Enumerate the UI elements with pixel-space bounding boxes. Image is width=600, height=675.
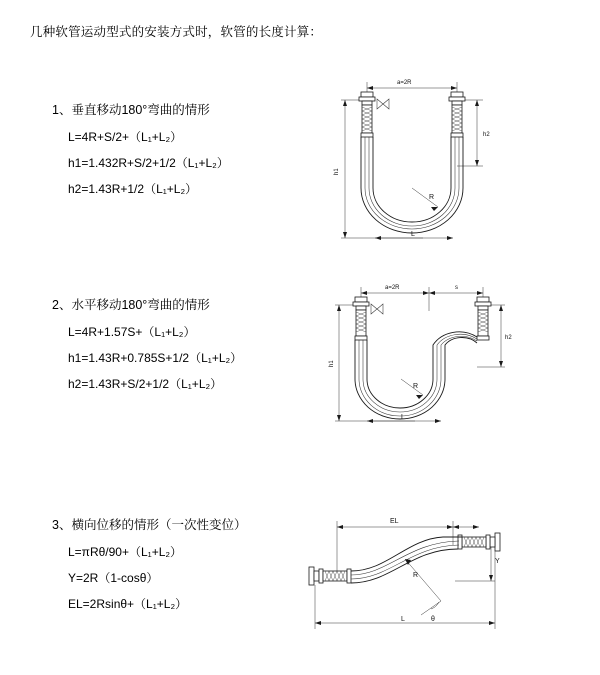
fig3-right-dim-label: Y: [495, 558, 500, 565]
section-2-title: 2、水平移动180°弯曲的情形: [52, 298, 210, 312]
section-2-formula-3: h2=1.43R+S/2+1/2（L₁+L₂）: [68, 377, 223, 391]
fig1-bottom-label: L: [411, 231, 415, 238]
section-2-formula-1: L=4R+1.57S+（L₁+L₂）: [68, 325, 196, 339]
section-1-formula-3: h2=1.43R+1/2（L₁+L₂）: [68, 182, 198, 196]
section-1-formula-1: L=4R+S/2+（L₁+L₂）: [68, 130, 183, 144]
section-3-title: 3、横向位移的情形（一次性变位）: [52, 518, 247, 532]
fig3-angle-label: θ: [431, 616, 435, 623]
fig2-right-dim-label: h2: [505, 335, 512, 341]
fig1-right-dim-label: h2: [483, 132, 490, 138]
figure-lateral-offset: [295, 505, 515, 645]
fig1-radius-label: R: [429, 194, 435, 201]
section-3-formula-1: L=πRθ/90+（L₁+L₂）: [68, 545, 183, 559]
page-title: 几种软管运动型式的安装方式时，软管的长度计算：: [30, 25, 323, 39]
section-3-formula-2: Y=2R（1-cosθ）: [68, 571, 159, 585]
fig1-top-dim-label: a=2R: [397, 80, 412, 86]
fig3-bottom-label: L: [401, 616, 405, 623]
formula-block-2: [52, 295, 302, 401]
fig1-left-dim-label: h1: [334, 168, 340, 175]
figure-vertical-180: [305, 70, 505, 270]
formula-block-3: [52, 515, 302, 621]
section-1-formula-2: h1=1.432R+S/2+1/2（L₁+L₂）: [68, 156, 229, 170]
fig2-bottom-label: L: [401, 414, 405, 421]
section-3-formula-3: EL=2Rsinθ+（L₁+L₂）: [68, 597, 188, 611]
fig2-top-dim2-label: s: [455, 285, 458, 291]
fig2-left-dim-label: h1: [329, 360, 335, 367]
section-1-title: 1、垂直移动180°弯曲的情形: [52, 103, 210, 117]
fig3-radius-label: R: [413, 572, 419, 579]
figure-horizontal-180: [305, 275, 515, 455]
formula-block-1: [52, 100, 302, 206]
fig2-radius-label: R: [413, 383, 419, 390]
section-2-formula-2: h1=1.43R+0.785S+1/2（L₁+L₂）: [68, 351, 243, 365]
fig3-top-dim-label: EL: [390, 518, 399, 525]
fig2-top-dim-label: a=2R: [385, 285, 400, 291]
